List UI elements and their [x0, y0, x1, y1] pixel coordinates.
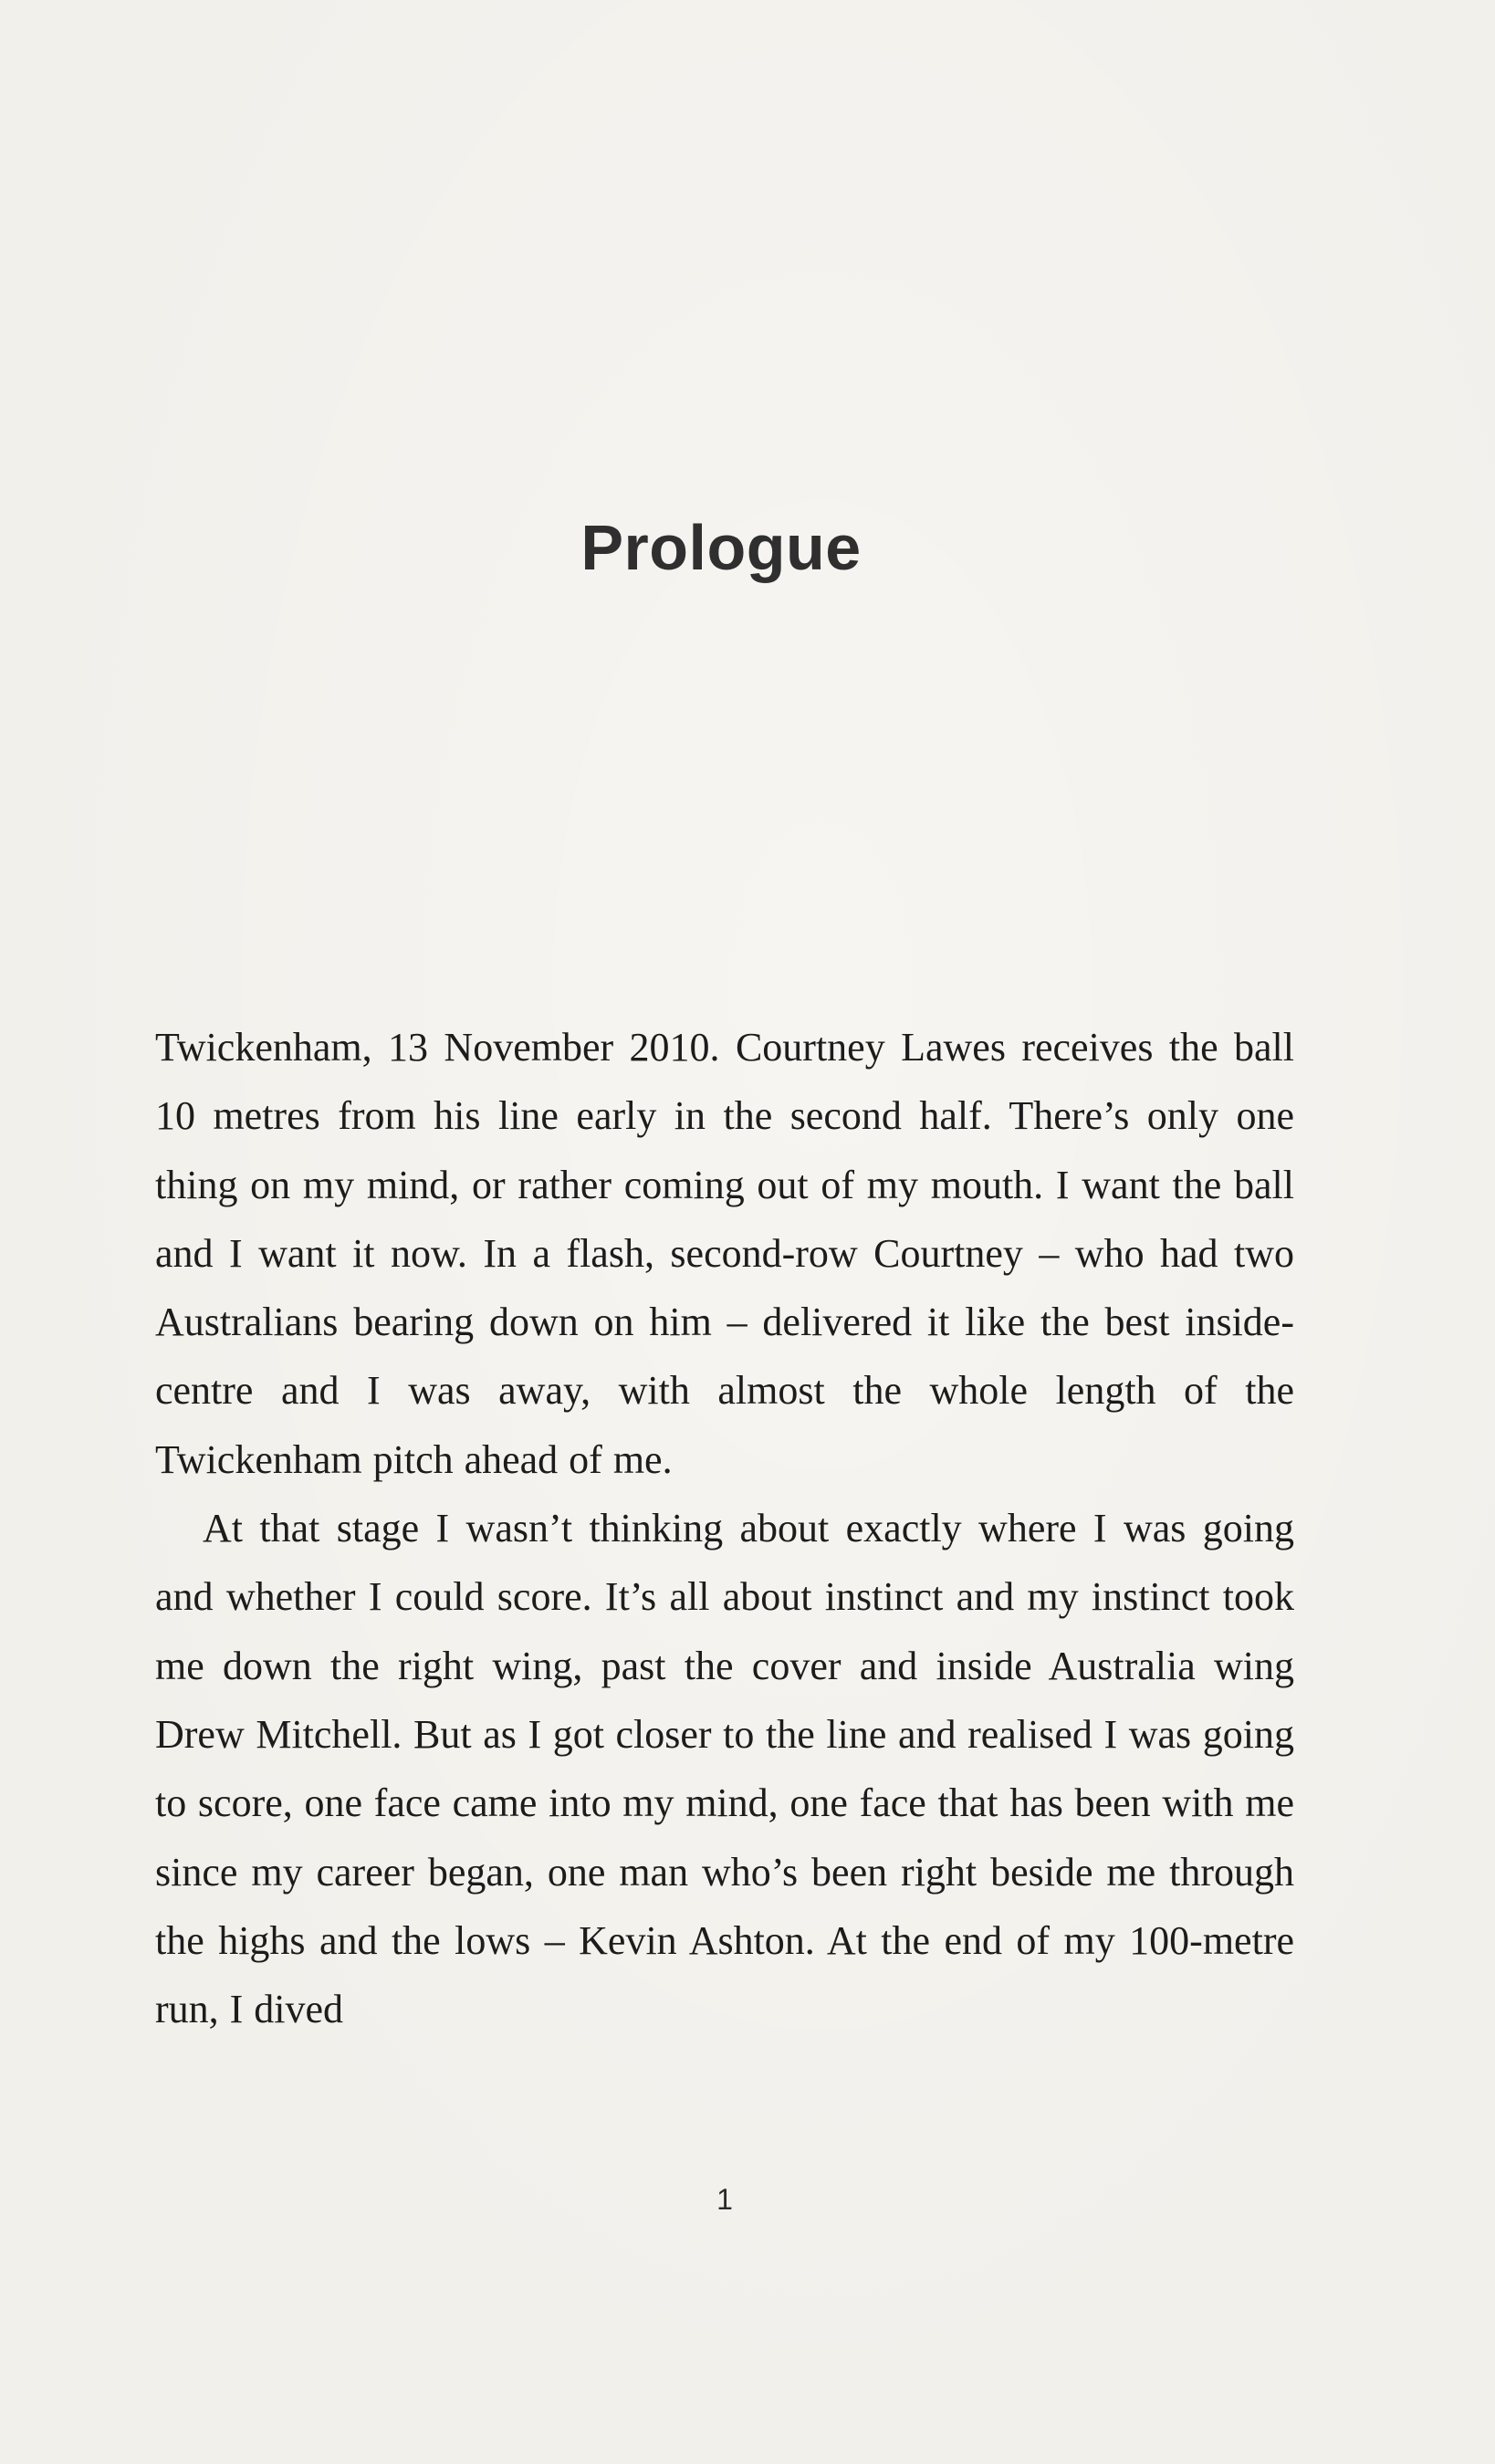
page-number: 1 [716, 2183, 733, 2216]
chapter-title: Prologue [580, 512, 862, 583]
paragraph-2: At that stage I wasn’t thinking about exactly where I was going and whether I could score. It’s all about instinct and my instinct took me down the right wing, past the cover and inside Australia wing Drew Mitchell. But as I got closer to the line and realised I was going to score, one face came into my mind, one face that has been with me since my career began, one man who’s been right beside me through the highs and the lows – Kevin Ashton. At the end of my 100-metre run, I dived [155, 1506, 1294, 2032]
chapter-body [155, 1013, 1294, 2043]
paragraph-1: Twickenham, 13 November 2010. Courtney Lawes receives the ball 10 metres from his line early in the second half. There’s only one thing on my mind, or rather coming out of my mouth. I want the ball and I want it now. In a flash, second-row Courtney – who had two Australians bearing down on him – delivered it like the best inside-centre and I was away, with almost the whole length of the Twickenham pitch ahead of me. [155, 1025, 1294, 1482]
